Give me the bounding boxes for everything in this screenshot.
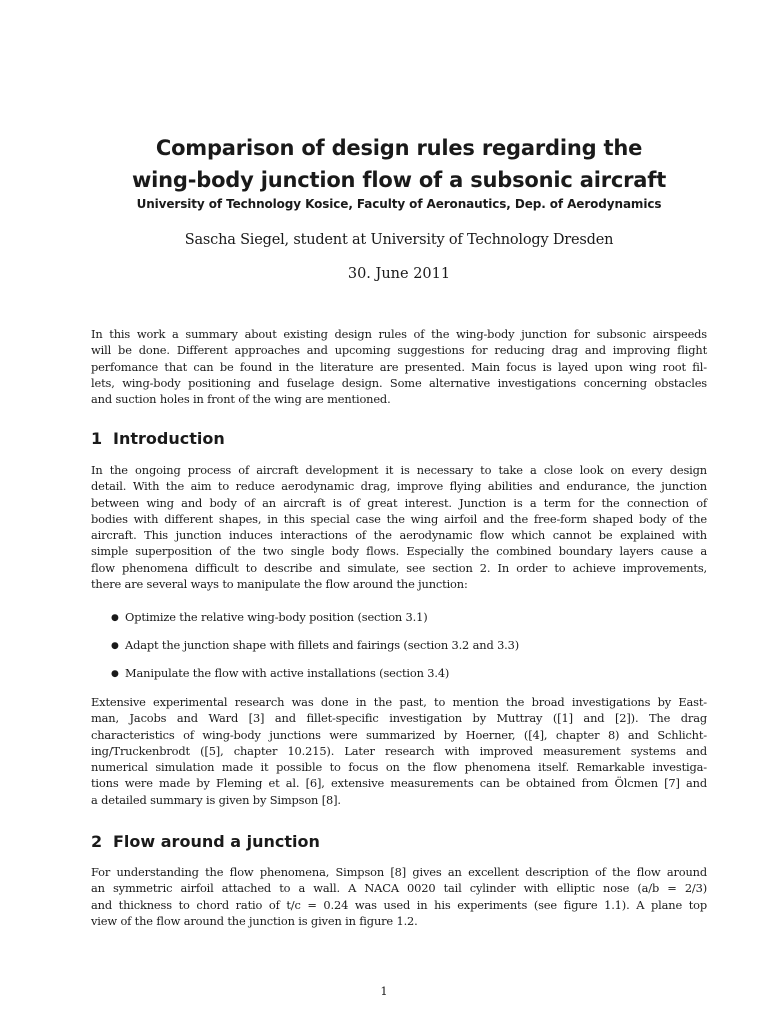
abstract-line: In this work a summary about existing design rules of the wing-body junction for subsonic airspeeds <box>91 327 707 341</box>
paragraph-line: bodies with different shapes, in this special case the wing airfoil and the free-form shaped body of the <box>91 511 707 526</box>
bullet-text: Adapt the junction shape with fillets and fairings (section 3.2 and 3.3) <box>125 638 520 652</box>
paragraph-line: tions were made by Fleming et al. [6], extensive measurements can be obtained from Ölcmen [7] and <box>91 776 707 791</box>
paragraph-line: numerical simulation made it possible to focus on the flow phenomena itself. Remarkable investiga- <box>91 760 707 775</box>
title-line-1: Comparison of design rules regarding the <box>155 136 643 160</box>
section-1-heading <box>91 429 225 449</box>
abstract <box>91 326 707 407</box>
paragraph-line: an symmetric airfoil attached to a wall. A NACA 0020 tail cylinder with elliptic nose (a/b = 2/3) <box>91 881 707 896</box>
paragraph-line: detail. With the aim to reduce aerodynamic drag, improve flying abilities and endurance, the junction <box>91 479 707 494</box>
affiliation: University of Technology Kosice, Faculty of Aeronautics, Dep. of Aerodynamics <box>136 197 662 211</box>
section-1-paragraph-2 <box>91 694 707 808</box>
paragraph-line: Extensive experimental research was done in the past, to mention the broad investigations by East- <box>91 695 707 709</box>
bullet-icon: ● <box>111 641 119 651</box>
bullet-text: Optimize the relative wing-body position (section 3.1) <box>125 610 428 624</box>
title-line-2: wing-body junction flow of a subsonic aircraft <box>131 168 667 192</box>
abstract-line: will be done. Different approaches and upcoming suggestions for reducing drag and improving flight <box>91 343 707 358</box>
paragraph-line: between wing and body of an aircraft is of great interest. Junction is a term for the connection of <box>91 495 707 510</box>
section-title: Introduction <box>113 429 225 448</box>
paragraph-line: there are several ways to manipulate the flow around the junction: <box>91 577 468 592</box>
date: 30. June 2011 <box>347 266 451 282</box>
section-title: Flow around a junction <box>113 832 320 851</box>
bullet-text: Manipulate the flow with active installations (section 3.4) <box>125 666 450 680</box>
author: Sascha Siegel, student at University of Technology Dresden <box>184 232 614 248</box>
paragraph-line: In the ongoing process of aircraft development it is necessary to take a close look on every design <box>91 463 707 477</box>
bullet-item <box>111 637 519 654</box>
abstract-line: lets, wing-body positioning and fuselage design. Some alternative investigations concerning obstacles <box>91 375 707 390</box>
paragraph-line: man, Jacobs and Ward [3] and fillet-specific investigation by Muttray ([1] and [2]). The drag <box>91 711 707 726</box>
abstract-line: perfomance that can be found in the literature are presented. Main focus is layed upon wing root fil- <box>91 359 707 374</box>
section-number: 2 <box>91 832 103 851</box>
paper-title <box>91 132 707 196</box>
paragraph-line: aircraft. This junction induces interactions of the aerodynamic flow which cannot be explained with <box>91 528 707 543</box>
paragraph-line: For understanding the flow phenomena, Simpson [8] gives an excellent description of the flow around <box>91 865 707 879</box>
bullet-item <box>111 609 428 626</box>
section-1-paragraph-1 <box>91 462 707 592</box>
paragraph-line: characteristics of wing-body junctions were summarized by Hoerner, ([4], chapter 8) and Schlicht- <box>91 727 707 742</box>
paragraph-line: a detailed summary is given by Simpson [8]. <box>91 792 341 807</box>
paragraph-line: and thickness to chord ratio of t/c = 0.24 was used in his experiments (see figure 1.1). A plane top <box>91 897 707 912</box>
bullet-item <box>111 665 449 682</box>
bullet-icon: ● <box>111 669 119 679</box>
bullet-icon: ● <box>111 613 119 623</box>
paragraph-line: ing/Truckenbrodt ([5], chapter 10.215). Later research with improved measurement systems and <box>91 743 707 758</box>
section-2-heading <box>91 832 320 852</box>
page-number: 1 <box>380 984 388 998</box>
paragraph-line: flow phenomena difficult to describe and simulate, see section 2. In order to achieve improvements, <box>91 560 707 575</box>
paragraph-line: simple superposition of the two single body flows. Especially the combined boundary layers cause a <box>91 544 707 559</box>
section-2-paragraph-1 <box>91 864 707 929</box>
section-number: 1 <box>91 429 103 448</box>
abstract-line: and suction holes in front of the wing are mentioned. <box>91 392 391 407</box>
paragraph-line: view of the flow around the junction is given in figure 1.2. <box>91 913 418 928</box>
